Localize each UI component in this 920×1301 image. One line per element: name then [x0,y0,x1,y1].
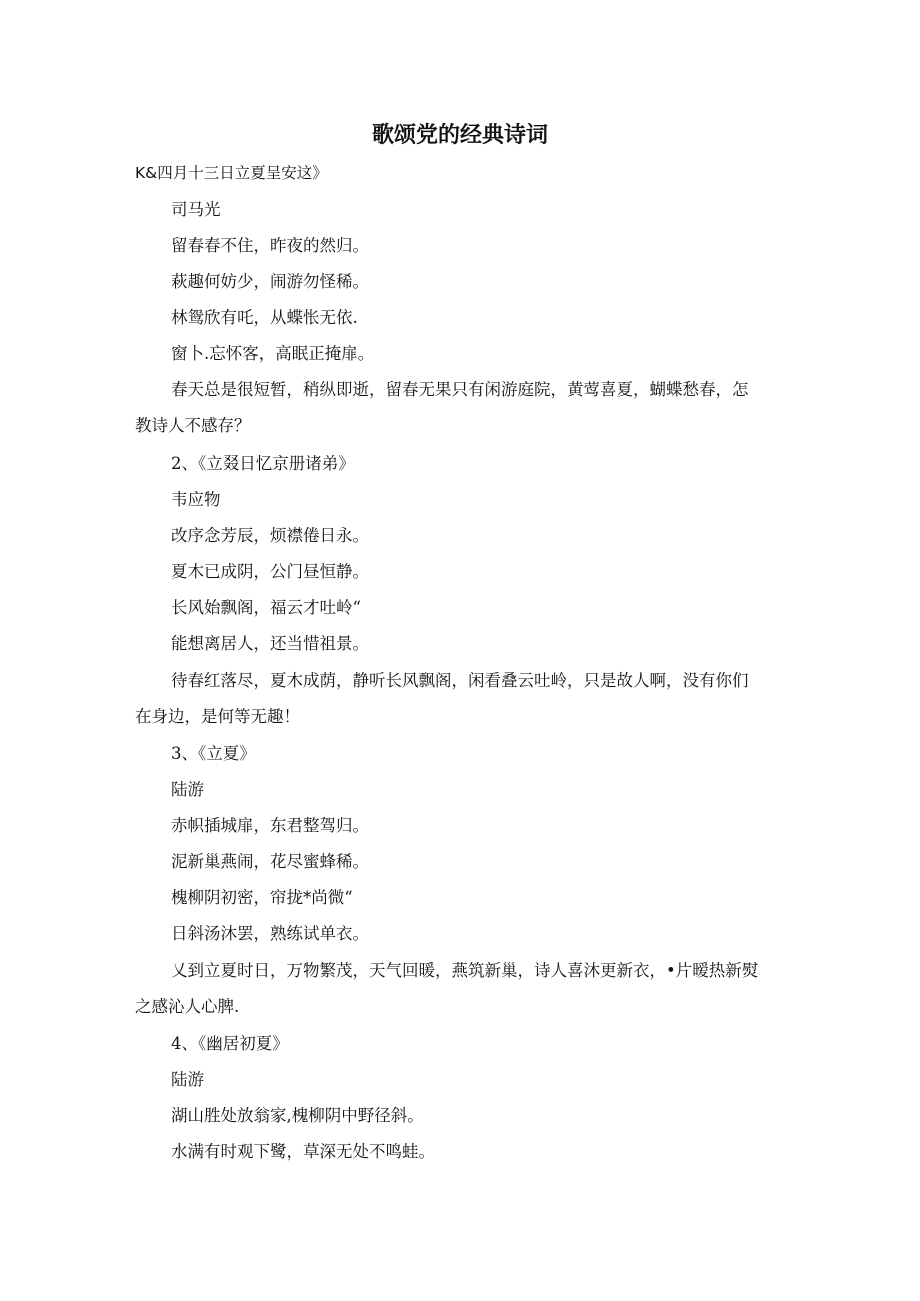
poem-line: 湖山胜处放翁家,槐柳阴中野径斜。 [171,1106,424,1125]
poem-author: 韦应物 [171,490,221,509]
poem-line: 留春春不住，昨夜的然归。 [171,236,369,255]
poem-line: 赤帜插城扉，东君整驾归。 [171,816,369,835]
poem-line: 窗卜.忘怀客，高眠正掩扉。 [171,344,375,363]
poem-line: 长风始飘阁，福云才吐岭“ [171,598,361,617]
poem-line: 能想离居人，还当惜祖景。 [171,634,369,653]
commentary-line: 在身边，是何等无趣！ [135,707,300,726]
poem-line: 水满有时观下鹭，草深无处不鸣蛙。 [171,1142,435,1161]
commentary-line: 乂到立夏时日，万物繁茂，天气回暖，燕筑新巢，诗人喜沐更新衣，•片暧热新熨 [171,961,759,980]
poem-heading: 2、《立叕日忆京册诸弟》 [171,454,355,473]
poem-heading: K&四月十三日立夏呈安这》 [135,164,328,182]
poem-heading: 3、《立夏》 [171,744,256,763]
poem-line: 夏木已成阴，公门昼恒静。 [171,562,369,581]
poem-line: 日斜汤沐罢，熟练试单衣。 [171,924,369,943]
commentary-line: 待春红落尽，夏木成荫，静听长风飘阁，闲看叠云吐岭，只是故人啊，没有你们 [171,671,749,690]
commentary-line: 之感沁人心脾. [135,997,240,1016]
commentary-line: 春天总是很短暂，稍纵即逝，留春无果只有闲游庭院，黄莺喜夏，蝴蝶愁春，怎 [171,380,749,399]
poem-line: 萩趣何妨少，闹游勿怪稀。 [171,272,369,291]
page-title: 歌颂党的经典诗词 [371,123,548,148]
poem-line: 改序念芳辰，烦襟倦日永。 [171,526,369,545]
poem-heading: 4、《幽居初夏》 [171,1034,289,1053]
commentary-line: 教诗人不感存？ [135,416,251,435]
poem-line: 泥新巢燕闹，花尽蜜蜂稀。 [171,852,369,871]
poem-author: 陆游 [171,780,204,799]
poem-line: 槐柳阴初密，帘拢*尚微“ [171,888,353,907]
poem-author: 陆游 [171,1070,204,1089]
poem-line: 林鸳欣有吒，从蝶怅无依. [171,308,358,327]
poem-author: 司马光 [171,200,221,219]
